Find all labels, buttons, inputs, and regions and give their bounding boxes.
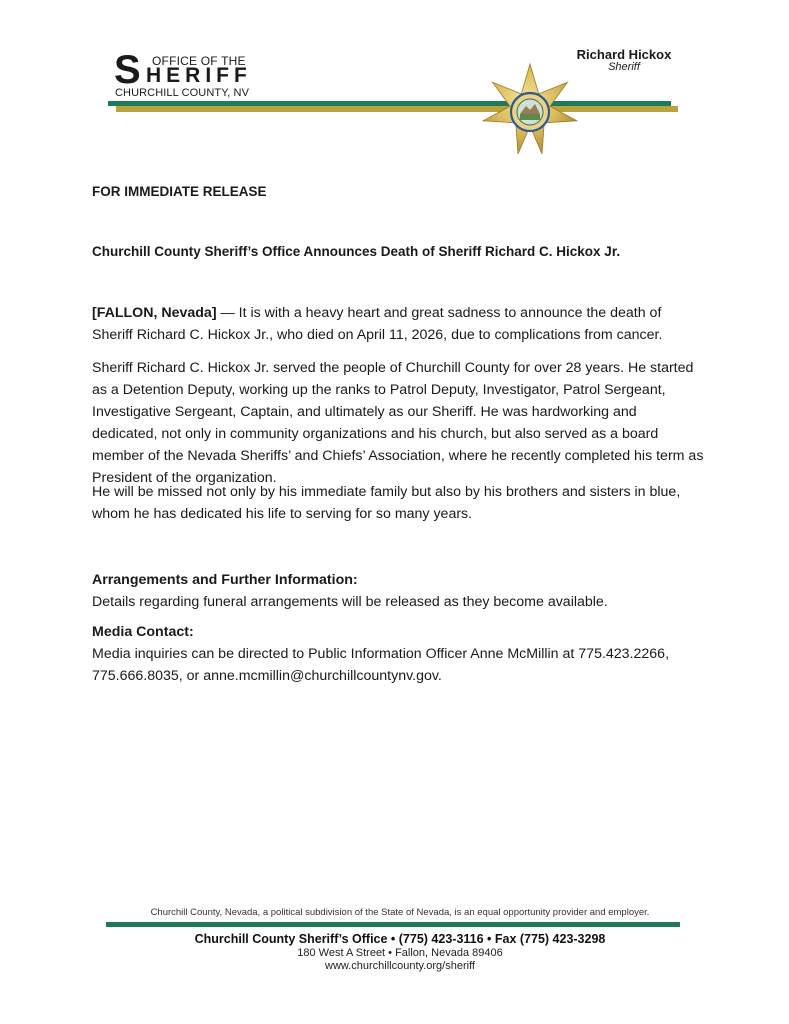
sheriff-title: Sheriff (608, 61, 640, 73)
release-label: FOR IMMEDIATE RELEASE (92, 184, 267, 199)
logo-big-s: S (114, 48, 141, 92)
logo-office-of: OFFICE OF THE (152, 54, 246, 68)
equal-opportunity-statement: Churchill County, Nevada, a political subdivision of the State of Nevada, is an equal opportunity provider and employer. (150, 907, 650, 918)
sheriff-office-logo (112, 50, 262, 100)
paragraph-1 (92, 302, 704, 346)
dateline: [FALLON, Nevada] (92, 305, 217, 321)
paragraph-2: Sheriff Richard C. Hickox Jr. served the people of Churchill County for over 28 years. He started as a Detention Deputy, working up the ranks to Patrol Deputy, Investigator, Patrol Sergeant, Investigative Sergeant, Captain, and ultimately as our Sheriff. He was hardworking and dedicated, not only in community organizations and his church, but also served as a board member of the Nevada Sheriffs’ and Chiefs’ Association, where he recently completed his term as President of the organization. (92, 360, 704, 486)
footer-office-contact: Churchill County Sheriff’s Office • (775) 423-3116 • Fax (775) 423-3298 (194, 932, 606, 946)
arrangements-text: Details regarding funeral arrangements will be released as they become available. (92, 594, 608, 610)
media-contact-heading: Media Contact: (92, 624, 194, 640)
paragraph-3: He will be missed not only by his immediate family but also by his brothers and sisters in blue, whom he has dedicated his life to serving for so many years. (92, 484, 681, 522)
sheriff-name: Richard Hickox (576, 47, 672, 62)
media-contact-text: Media inquiries can be directed to Public Information Officer Anne McMillin at 775.423.2266, 775.666.8035, or anne.mcmillin@churchillcountynv.gov. (92, 646, 670, 684)
sheriff-star-badge-icon (480, 62, 580, 162)
header-gold-bar (116, 106, 678, 112)
logo-county: CHURCHILL COUNTY, NV (115, 87, 250, 99)
paragraph-1-text: — It is with a heavy heart and great sadness to announce the death of Sheriff Richard C. Hickox Jr., who died on April 11, 2026, due to complications from cancer. (92, 305, 663, 343)
arrangements-heading: Arrangements and Further Information: (92, 572, 358, 588)
footer-website-link[interactable]: www.churchillcounty.org/sheriff (325, 960, 475, 972)
logo-heriff: HERIFF (146, 64, 252, 87)
headline: Churchill County Sheriff’s Office Announces Death of Sheriff Richard C. Hickox Jr. (92, 244, 621, 259)
footer-green-bar (106, 922, 680, 927)
footer-address: 180 West A Street • Fallon, Nevada 89406 (297, 947, 503, 959)
